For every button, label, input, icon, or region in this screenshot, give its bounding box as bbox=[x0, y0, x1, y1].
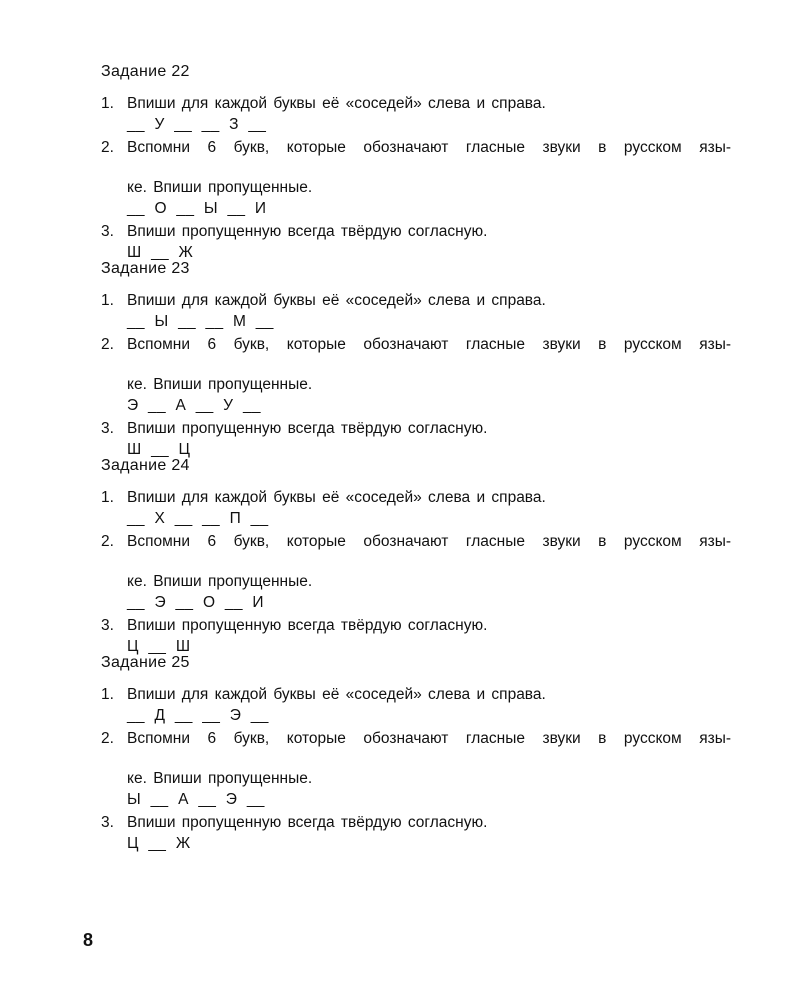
task-item bbox=[101, 222, 731, 263]
task-item bbox=[101, 138, 731, 219]
answer-line: Ц __ Ж bbox=[127, 835, 191, 852]
task-item bbox=[101, 488, 731, 529]
task-title: Задание 25 bbox=[101, 654, 190, 671]
item-number: 3. bbox=[101, 814, 114, 831]
task-item bbox=[101, 729, 731, 810]
item-text-continued: ке. Впиши пропущенные. bbox=[127, 770, 313, 787]
answer-line: Ы __ А __ Э __ bbox=[127, 791, 265, 808]
task-item bbox=[101, 813, 731, 854]
task-item bbox=[101, 335, 731, 416]
item-number: 2. bbox=[101, 336, 114, 353]
item-number: 2. bbox=[101, 139, 114, 156]
item-text: Впиши пропущенную всегда твёрдую согласную. bbox=[127, 814, 488, 831]
item-text: Впиши для каждой буквы её «соседей» слева и справа. bbox=[127, 489, 546, 506]
answer-line: __ Ы __ __ М __ bbox=[127, 313, 274, 330]
task-item bbox=[101, 291, 731, 332]
item-number: 1. bbox=[101, 95, 114, 112]
task-25 bbox=[101, 653, 731, 857]
item-number: 3. bbox=[101, 223, 114, 240]
task-title: Задание 23 bbox=[101, 260, 190, 277]
item-text-continued: ке. Впиши пропущенные. bbox=[127, 573, 313, 590]
item-number: 1. bbox=[101, 686, 114, 703]
task-item bbox=[101, 419, 731, 460]
item-text: Вспомни 6 букв, которые обозначают гласные звуки в русском язы- bbox=[127, 336, 731, 353]
item-text: Вспомни 6 букв, которые обозначают гласные звуки в русском язы- bbox=[127, 730, 731, 747]
item-text: Впиши пропущенную всегда твёрдую согласную. bbox=[127, 223, 488, 240]
item-text: Впиши для каждой буквы её «соседей» слева и справа. bbox=[127, 686, 546, 703]
task-item bbox=[101, 685, 731, 726]
task-title: Задание 22 bbox=[101, 63, 190, 80]
item-text: Впиши пропущенную всегда твёрдую согласную. bbox=[127, 617, 488, 634]
task-item bbox=[101, 94, 731, 135]
answer-line: Э __ А __ У __ bbox=[127, 397, 261, 414]
page-number: 8 bbox=[83, 930, 94, 950]
item-number: 2. bbox=[101, 533, 114, 550]
task-24 bbox=[101, 456, 731, 660]
item-number: 2. bbox=[101, 730, 114, 747]
answer-line: Ш __ Ц bbox=[127, 441, 191, 458]
item-text: Впиши для каждой буквы её «соседей» слева и справа. bbox=[127, 95, 546, 112]
task-item bbox=[101, 532, 731, 613]
task-22 bbox=[101, 62, 731, 266]
answer-line: Ш __ Ж bbox=[127, 244, 194, 261]
item-text: Вспомни 6 букв, которые обозначают гласные звуки в русском язы- bbox=[127, 139, 731, 156]
item-text: Впиши пропущенную всегда твёрдую согласную. bbox=[127, 420, 488, 437]
task-item bbox=[101, 616, 731, 657]
answer-line: __ Х __ __ П __ bbox=[127, 510, 269, 527]
item-number: 1. bbox=[101, 489, 114, 506]
item-number: 3. bbox=[101, 617, 114, 634]
task-23 bbox=[101, 259, 731, 463]
answer-line: __ Д __ __ Э __ bbox=[127, 707, 269, 724]
item-text: Вспомни 6 букв, которые обозначают гласные звуки в русском язы- bbox=[127, 533, 731, 550]
item-text: Впиши для каждой буквы её «соседей» слева и справа. bbox=[127, 292, 546, 309]
answer-line: __ О __ Ы __ И bbox=[127, 200, 267, 217]
answer-line: __ Э __ О __ И bbox=[127, 594, 264, 611]
task-title: Задание 24 bbox=[101, 457, 190, 474]
item-text-continued: ке. Впиши пропущенные. bbox=[127, 179, 313, 196]
item-text-continued: ке. Впиши пропущенные. bbox=[127, 376, 313, 393]
item-number: 3. bbox=[101, 420, 114, 437]
answer-line: Ц __ Ш bbox=[127, 638, 191, 655]
item-number: 1. bbox=[101, 292, 114, 309]
answer-line: __ У __ __ З __ bbox=[127, 116, 267, 133]
